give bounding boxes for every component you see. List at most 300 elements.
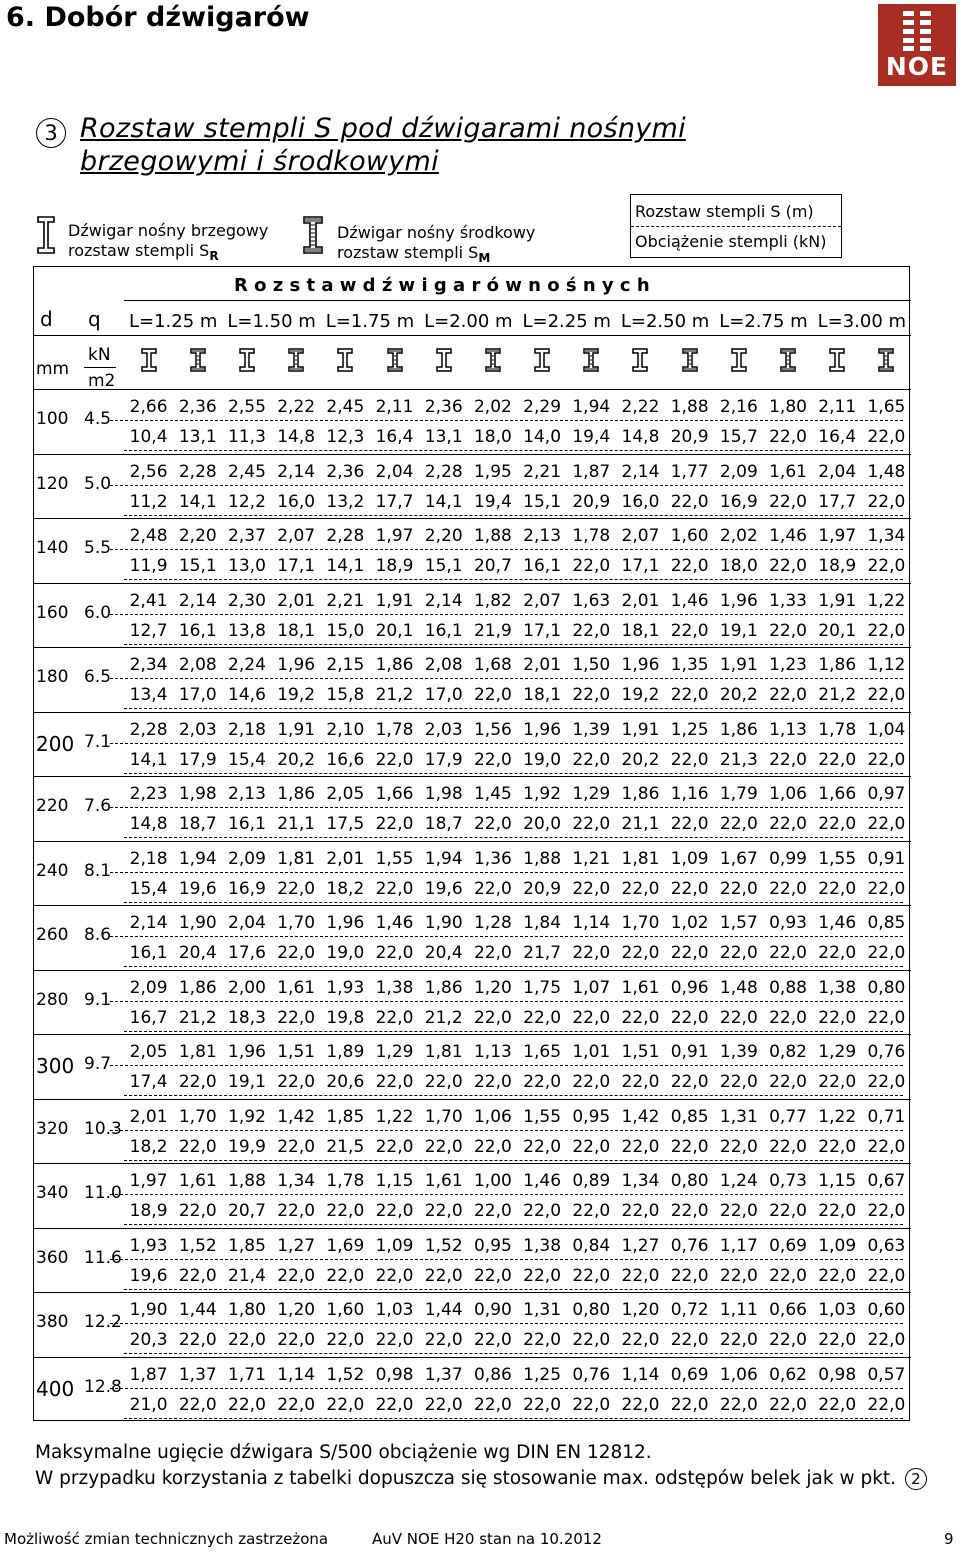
load-value: 22,0 (572, 685, 611, 705)
load-value: 18,9 (129, 1201, 168, 1221)
load-value: 22,0 (277, 878, 316, 899)
spacing-value: 1,29 (572, 784, 611, 804)
load-value: 22,0 (670, 1072, 709, 1092)
row-dash-top (110, 1259, 903, 1260)
spacing-value: 1,80 (769, 397, 807, 417)
load-value: 17,9 (424, 749, 463, 770)
load-value: 22,0 (719, 1394, 758, 1415)
load-value: 18,9 (818, 556, 857, 576)
edge-beam-sub: R (209, 249, 219, 264)
spacing-value: 0,76 (867, 1042, 906, 1062)
unit-q-bottom: m2 (88, 371, 116, 391)
load-value: 18,2 (326, 878, 365, 899)
load-value: 22,0 (769, 620, 807, 641)
row-q: 9.1 (84, 989, 112, 1010)
load-value: 19,1 (719, 620, 758, 641)
row-q: 7.6 (84, 796, 112, 816)
row-q: 8.1 (84, 860, 112, 881)
note-line2-text: W przypadku korzystania z tabelki dopuszcza się stosowanie max. odstępów belek jak w pkt. (35, 1468, 897, 1489)
section-title-line1: Rozstaw stempli S pod dźwigarami nośnymi (80, 113, 686, 144)
row-dash-bottom (124, 966, 903, 967)
spacing-value: 1,24 (719, 1171, 758, 1191)
load-value: 22,0 (867, 1136, 906, 1157)
middle-beam-sub: M (478, 251, 491, 266)
load-value: 22,0 (867, 427, 906, 447)
load-value: 22,0 (818, 814, 857, 834)
spacing-value: 1,09 (670, 848, 709, 869)
unit-q-top: kN (88, 345, 111, 365)
load-value: 11,9 (129, 556, 168, 576)
row-q: 5.5 (84, 538, 112, 558)
load-value: 21,2 (818, 685, 857, 705)
spacing-value: 1,88 (228, 1171, 266, 1191)
middle-beam-spacing-text: rozstaw stempli S (337, 243, 479, 262)
load-value: 15,8 (326, 685, 365, 705)
row-dash-top (110, 1130, 903, 1131)
spacing-value: 2,01 (621, 590, 660, 611)
row-dash-top (110, 420, 903, 421)
spacing-value: 2,04 (228, 913, 266, 933)
col-q-header: q (88, 307, 101, 331)
spacing-value: 2,29 (523, 397, 562, 417)
row-dash-top (110, 678, 903, 679)
load-value: 22,0 (719, 1330, 758, 1350)
spacing-value: 2,02 (473, 397, 512, 417)
spacing-value: 2,04 (375, 461, 414, 482)
spacing-value: 1,92 (228, 1106, 266, 1127)
spacing-value: 2,14 (621, 461, 660, 482)
load-value: 22,0 (769, 1330, 807, 1350)
spacing-value: 1,25 (523, 1364, 562, 1385)
spacing-value: 1,61 (769, 461, 807, 482)
spacing-value: 1,97 (129, 1171, 168, 1191)
spacing-value: 1,20 (621, 1300, 660, 1320)
spacing-value: 1,86 (818, 655, 857, 675)
row-rule (34, 1034, 911, 1035)
load-value: 20,7 (228, 1201, 266, 1221)
spacing-value: 1,97 (375, 526, 414, 546)
row-dash-top (110, 807, 903, 808)
spacing-value: 1,37 (424, 1364, 463, 1385)
spacing-value: 1,12 (867, 655, 906, 675)
spacing-value: 2,45 (228, 461, 266, 482)
load-value: 22,0 (867, 1007, 906, 1028)
spacing-value: 1,77 (670, 461, 709, 482)
spacing-value: 2,04 (818, 461, 857, 482)
load-value: 22,0 (375, 1136, 414, 1157)
load-value: 19,4 (473, 491, 512, 512)
row-dash-top (110, 1065, 903, 1066)
load-value: 22,0 (523, 1394, 562, 1415)
load-value: 22,0 (424, 1072, 463, 1092)
spacing-value: 1,86 (375, 655, 414, 675)
row-dash-bottom (124, 1353, 903, 1354)
row-d: 280 (36, 989, 69, 1010)
load-value: 22,0 (769, 1394, 807, 1415)
spacing-value: 1,80 (228, 1300, 266, 1320)
spacing-value: 1,91 (621, 719, 660, 740)
load-value: 21,0 (129, 1394, 168, 1415)
load-value: 22,0 (572, 749, 611, 770)
row-q: 9.7 (84, 1054, 112, 1074)
row-q: 6.0 (84, 602, 112, 623)
spacing-value: 2,03 (178, 719, 217, 740)
load-value: 21,4 (228, 1265, 266, 1286)
row-d: 220 (36, 796, 69, 816)
edge-beam-label: Dźwigar nośny brzegowy (68, 221, 269, 240)
row-q: 11.6 (84, 1247, 122, 1268)
spacing-value: 0,76 (572, 1364, 611, 1385)
load-value: 17,7 (375, 491, 414, 512)
load-value: 22,0 (621, 1136, 660, 1157)
row-q: 4.5 (84, 409, 112, 429)
spacing-value: 1,56 (473, 719, 512, 740)
spacing-value: 0,72 (670, 1300, 709, 1320)
spacing-value: 2,14 (277, 461, 316, 482)
spacing-value: 2,48 (129, 526, 168, 546)
spacing-value: 2,08 (424, 655, 463, 675)
load-value: 14,0 (523, 427, 562, 447)
spacing-value: 1,96 (621, 655, 660, 675)
spacing-value: 1,81 (424, 1042, 463, 1062)
spacing-value: 1,52 (326, 1364, 365, 1385)
load-value: 16,1 (523, 556, 562, 576)
load-value: 22,0 (670, 685, 709, 705)
load-value: 22,0 (277, 1394, 316, 1415)
spacing-value: 1,88 (523, 848, 562, 869)
load-value: 22,0 (375, 1265, 414, 1286)
load-value: 22,0 (670, 878, 709, 899)
load-value: 22,0 (769, 814, 807, 834)
spacing-value: 1,46 (769, 526, 807, 546)
load-value: 22,0 (867, 878, 906, 899)
middle-beam-icon (386, 347, 404, 373)
load-value: 22,0 (670, 1136, 709, 1157)
unit-q-rule (84, 367, 116, 368)
load-value: 22,0 (818, 1072, 857, 1092)
load-value: 18,0 (719, 556, 758, 576)
load-value: 15,1 (178, 556, 217, 576)
middle-beam-spacing (337, 243, 490, 268)
span-header: L=2.00 m (424, 311, 513, 332)
spacing-value: 2,56 (129, 461, 168, 482)
row-q: 12.8 (84, 1376, 122, 1397)
load-value: 22,0 (769, 1072, 807, 1092)
load-value: 14,6 (228, 685, 266, 705)
spacing-value: 1,52 (178, 1235, 217, 1256)
load-value: 15,7 (719, 427, 758, 447)
row-q: 12.2 (84, 1312, 122, 1332)
spacing-value: 1,61 (277, 977, 316, 998)
load-value: 20,9 (670, 427, 709, 447)
load-value: 22,0 (769, 1201, 807, 1221)
load-value: 15,4 (129, 878, 168, 899)
load-value: 18,7 (424, 814, 463, 834)
logo-text: NOE (885, 52, 949, 81)
load-value: 20,3 (129, 1330, 168, 1350)
spacing-value: 1,86 (621, 784, 660, 804)
load-value: 22,0 (670, 943, 709, 963)
spacing-value: 0,80 (572, 1300, 611, 1320)
spacing-value: 0,88 (769, 977, 807, 998)
load-value: 22,0 (473, 1330, 512, 1350)
spacing-value: 1,06 (769, 784, 807, 804)
middle-beam-icon (189, 347, 207, 373)
load-value: 22,0 (375, 1007, 414, 1028)
spacing-value: 1,23 (769, 655, 807, 675)
spacing-value: 1,09 (818, 1235, 857, 1256)
spacing-value: 1,70 (178, 1106, 217, 1127)
load-value: 22,0 (769, 491, 807, 512)
load-value: 22,0 (769, 878, 807, 899)
load-value: 16,1 (228, 814, 266, 834)
spacing-value: 1,96 (719, 590, 758, 611)
spacing-value: 1,39 (572, 719, 611, 740)
span-header: L=1.25 m (128, 311, 218, 332)
spacing-value: 0,85 (670, 1106, 709, 1127)
span-header: L=3.00 m (817, 311, 907, 332)
load-value: 22,0 (867, 685, 906, 705)
load-value: 20,0 (523, 814, 562, 834)
load-value: 22,0 (572, 1072, 611, 1092)
spacing-value: 1,46 (818, 913, 857, 933)
spacing-value: 2,28 (326, 526, 365, 546)
spacing-value: 1,81 (178, 1042, 217, 1062)
spacing-value: 2,14 (129, 913, 168, 933)
spacing-value: 2,41 (129, 590, 168, 611)
load-value: 22,0 (523, 1136, 562, 1157)
spacing-value: 1,91 (375, 590, 414, 611)
spacing-value: 1,16 (670, 784, 709, 804)
load-value: 22,0 (670, 620, 709, 641)
span-header: L=2.75 m (719, 311, 808, 332)
span-header: L=1.50 m (227, 311, 316, 332)
spacing-value: 1,14 (621, 1364, 660, 1385)
spacing-value: 2,23 (129, 784, 168, 804)
load-value: 22,0 (670, 556, 709, 576)
load-value: 18,9 (375, 556, 414, 576)
load-value: 22,0 (375, 943, 414, 963)
spacing-value: 1,60 (670, 526, 709, 546)
spacing-value: 1,96 (523, 719, 562, 740)
logo-mark (903, 11, 931, 51)
edge-beam-spacing (68, 241, 219, 266)
load-value: 22,0 (375, 814, 414, 834)
load-value: 17,5 (326, 814, 365, 834)
load-value: 22,0 (818, 1265, 857, 1286)
load-value: 21,2 (375, 685, 414, 705)
spacing-value: 1,79 (719, 784, 758, 804)
row-dash-top (110, 485, 903, 486)
spacing-value: 1,22 (818, 1106, 857, 1127)
load-value: 18,2 (129, 1136, 168, 1157)
load-value: 22,0 (523, 1201, 562, 1221)
load-value: 22,0 (178, 1201, 217, 1221)
spacing-value: 1,51 (277, 1042, 316, 1062)
spacing-value: 1,31 (523, 1300, 562, 1320)
spacing-value: 0,60 (867, 1300, 906, 1320)
load-value: 22,0 (473, 1201, 512, 1221)
spacing-value: 1,87 (129, 1364, 168, 1385)
load-value: 22,0 (375, 878, 414, 899)
spacing-value: 2,02 (719, 526, 758, 546)
spacing-value: 2,18 (129, 848, 168, 869)
spacing-value: 1,66 (818, 784, 857, 804)
note-ref-number: 2 (905, 1468, 927, 1490)
spacing-value: 2,01 (326, 848, 365, 869)
load-value: 22,0 (818, 878, 857, 899)
spacing-value: 1,61 (178, 1171, 217, 1191)
load-value: 20,2 (621, 749, 660, 770)
row-rule (34, 1163, 911, 1164)
spacing-value: 2,16 (719, 397, 758, 417)
row-rule (34, 1292, 911, 1293)
row-dash-bottom (124, 450, 903, 451)
load-value: 22,0 (178, 1265, 217, 1286)
load-value: 22,0 (178, 1136, 217, 1157)
row-rule (34, 583, 911, 584)
unit-d: mm (36, 359, 70, 379)
spacing-value: 1,92 (523, 784, 562, 804)
spacing-value: 1,61 (621, 977, 660, 998)
load-value: 22,0 (277, 1136, 316, 1157)
load-value: 22,0 (277, 1201, 316, 1221)
span-header: L=1.75 m (325, 311, 415, 332)
load-value: 22,0 (818, 1136, 857, 1157)
spacing-value: 0,71 (867, 1106, 906, 1127)
load-value: 13,4 (129, 685, 168, 705)
row-rule (34, 1228, 911, 1229)
load-value: 18,0 (473, 427, 512, 447)
spacing-value: 1,90 (178, 913, 217, 933)
row-rule (34, 776, 911, 777)
spacing-value: 2,20 (178, 526, 217, 546)
spacing-value: 1,45 (473, 784, 512, 804)
load-value: 20,4 (424, 943, 463, 963)
note-line1: Maksymalne ugięcie dźwigara S/500 obciążenie wg DIN EN 12812. (35, 1442, 652, 1463)
load-value: 22,0 (473, 1007, 512, 1028)
load-value: 22,0 (572, 943, 611, 963)
load-value: 22,0 (326, 1330, 365, 1350)
spacing-value: 1,88 (670, 397, 709, 417)
spacing-value: 0,97 (867, 784, 906, 804)
row-dash-top (110, 1388, 903, 1389)
load-value: 19,6 (178, 878, 217, 899)
load-value: 19,6 (424, 878, 463, 899)
spacing-value: 1,11 (719, 1300, 758, 1320)
load-value: 17,9 (178, 749, 217, 770)
row-d: 240 (36, 860, 69, 881)
load-value: 15,4 (228, 749, 266, 770)
spacing-value: 1,07 (572, 977, 611, 998)
spacing-value: 1,22 (867, 590, 906, 611)
load-value: 22,0 (277, 943, 316, 963)
row-dash-bottom (124, 1095, 903, 1096)
spacing-value: 1,29 (818, 1042, 857, 1062)
load-value: 22,0 (670, 1265, 709, 1286)
spacing-value: 1,94 (178, 848, 217, 869)
spacing-value: 1,84 (523, 913, 562, 933)
spacing-value: 2,21 (326, 590, 365, 611)
spacing-value: 1,52 (424, 1235, 463, 1256)
row-dash-bottom (124, 708, 903, 709)
page-title: 6. Dobór dźwigarów (6, 2, 310, 33)
spacing-value: 2,36 (178, 397, 217, 417)
spacing-value: 2,01 (523, 655, 562, 675)
load-value: 22,0 (523, 1330, 562, 1350)
load-value: 22,0 (572, 814, 611, 834)
col-d-header: d (40, 307, 53, 331)
spacing-value: 0,73 (769, 1171, 807, 1191)
row-d: 180 (36, 667, 69, 687)
spacing-value: 1,38 (818, 977, 857, 998)
spacing-value: 1,86 (424, 977, 463, 998)
row-q: 11.0 (84, 1183, 122, 1203)
spacing-value: 0,69 (670, 1364, 709, 1385)
load-value: 19,0 (326, 943, 365, 963)
spacing-value: 2,13 (228, 784, 266, 804)
load-value: 22,0 (572, 620, 611, 641)
spacing-value: 1,96 (326, 913, 365, 933)
load-value: 17,1 (621, 556, 660, 576)
load-value: 13,0 (228, 556, 266, 576)
load-value: 21,5 (326, 1136, 365, 1157)
load-value: 22,0 (769, 1007, 807, 1028)
load-value: 22,0 (719, 1072, 758, 1092)
spacing-value: 1,68 (473, 655, 512, 675)
row-dash-top (110, 549, 903, 550)
load-value: 12,2 (228, 491, 266, 512)
spacing-value: 1,03 (818, 1300, 857, 1320)
spacing-value: 1,35 (670, 655, 709, 675)
spacing-value: 1,93 (129, 1235, 168, 1256)
spacing-value: 1,44 (178, 1300, 217, 1320)
spacing-value: 1,51 (621, 1042, 660, 1062)
load-value: 22,0 (473, 1072, 512, 1092)
load-value: 19,8 (326, 1007, 365, 1028)
load-value: 22,0 (719, 1201, 758, 1221)
load-value: 22,0 (375, 1201, 414, 1221)
spacing-value: 1,13 (473, 1042, 512, 1062)
row-d: 200 (36, 731, 75, 756)
load-value: 22,0 (867, 1265, 906, 1286)
middle-beam-icon (484, 347, 502, 373)
row-rule (34, 389, 911, 390)
load-value: 15,1 (424, 556, 463, 576)
spacing-value: 1,03 (375, 1300, 414, 1320)
load-value: 20,1 (375, 620, 414, 641)
spacing-value: 0,86 (473, 1364, 512, 1385)
spacing-value: 2,09 (719, 461, 758, 482)
spacing-value: 2,11 (375, 397, 414, 417)
edge-beam-spacing-text: rozstaw stempli S (68, 241, 210, 260)
edge-beam-icon (435, 347, 453, 373)
spacing-value: 0,77 (769, 1106, 807, 1127)
spacing-value: 1,01 (572, 1042, 611, 1062)
spacing-value: 0,99 (769, 848, 807, 869)
spacing-value: 1,81 (621, 848, 660, 869)
load-value: 19,2 (621, 685, 660, 705)
load-value: 22,0 (424, 1201, 463, 1221)
load-value: 22,0 (719, 1265, 758, 1286)
load-value: 16,7 (129, 1007, 168, 1028)
row-q: 10.3 (84, 1118, 122, 1139)
spacing-value: 2,28 (129, 719, 168, 740)
spacing-value: 1,75 (523, 977, 562, 998)
row-dash-top (110, 936, 903, 937)
middle-beam-icon (302, 215, 324, 255)
spacing-value: 0,90 (473, 1300, 512, 1320)
